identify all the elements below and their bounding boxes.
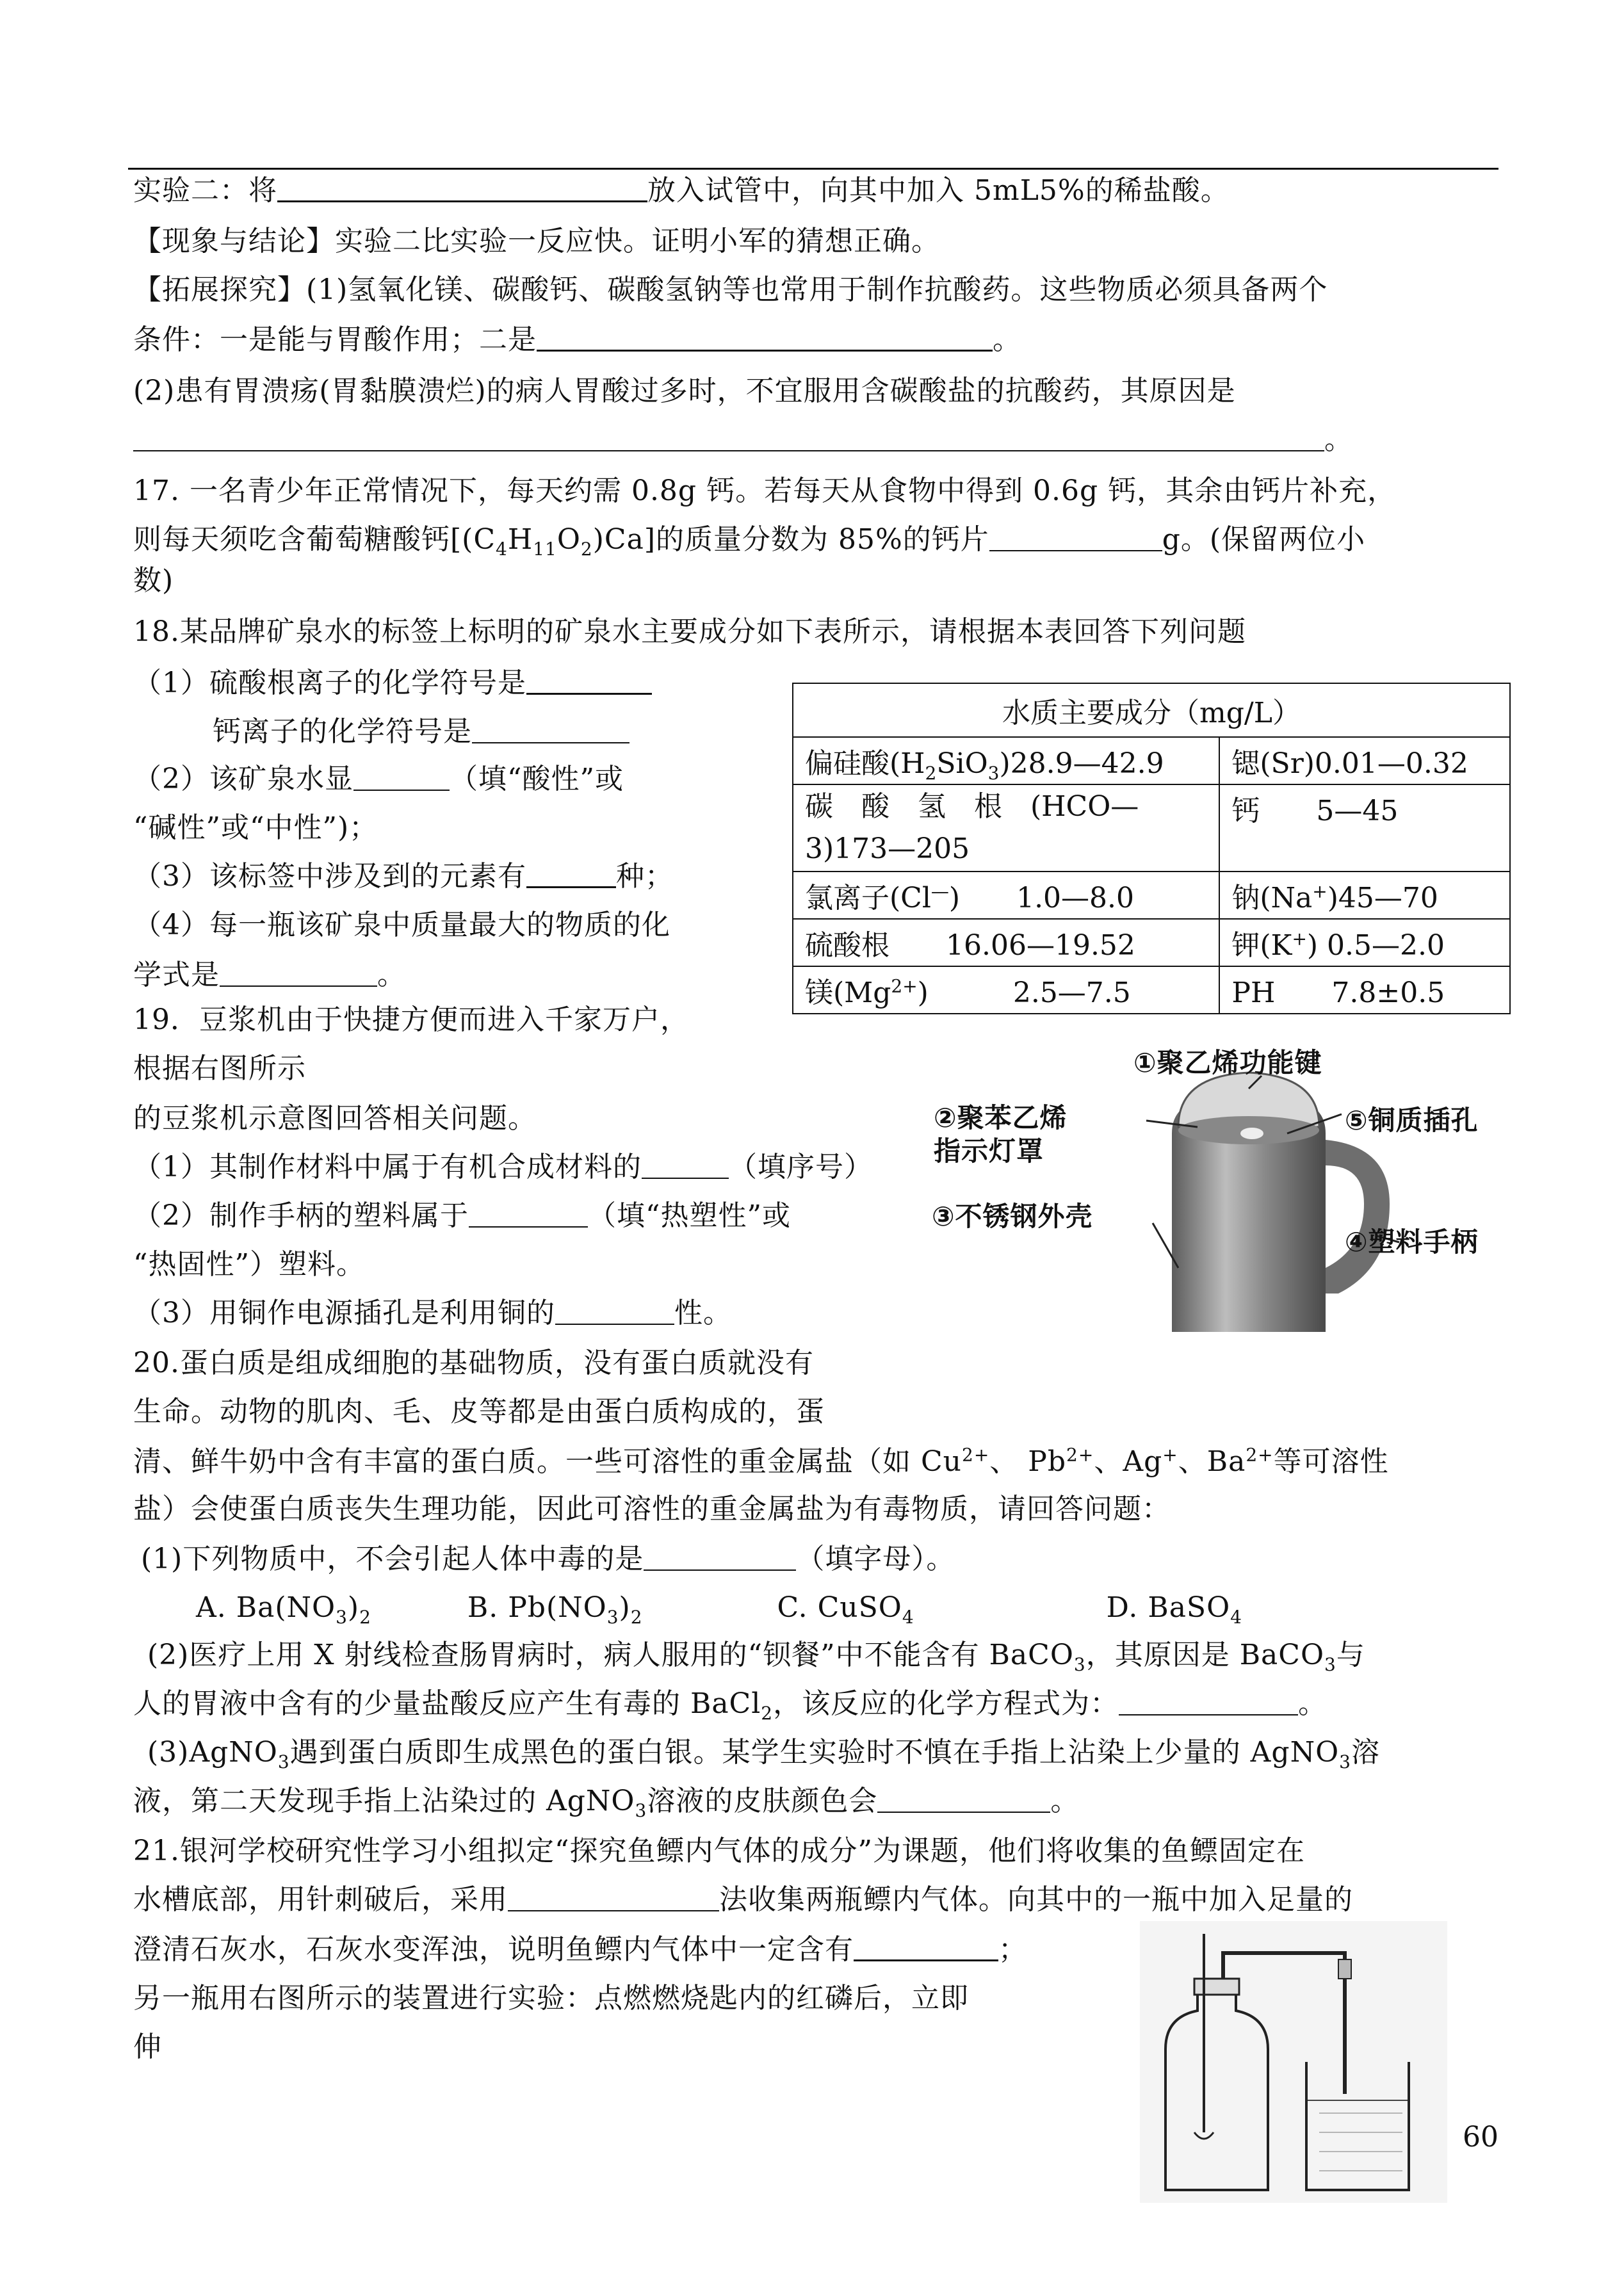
q20-s2-line1: (2)医疗上用 X 射线检查肠胃病时，病人服用的“钡餐”中不能含有 BaCO$_3$，其原因是 BaCO$_3$与 (147, 1639, 1365, 1675)
table-cell: 锶(Sr)0.01—0.32 (1219, 737, 1510, 784)
option-d[interactable]: D. BaSO$_4$ (1106, 1591, 1242, 1628)
table-cell: PH 7.8±0.5 (1219, 966, 1510, 1014)
q20-l4: 盐）会使蛋白质丧失生理功能，因此可溶性的重金属盐为有毒物质，请回答问题： (133, 1493, 1171, 1525)
q20-l1: 20.蛋白质是组成细胞的基础物质，没有蛋白质就没有 (133, 1347, 814, 1379)
answer-blank[interactable] (353, 761, 450, 791)
table-cell: 氯离子(Cl—) 1.0—8.0 (793, 872, 1219, 919)
label-indicator-cover: ②聚苯乙烯 指示灯罩 (934, 1102, 1068, 1167)
answer-blank[interactable] (877, 1783, 1050, 1813)
q21-l2: 水槽底部，用针刺破后，采用 法收集两瓶鳔内气体。向其中的一瓶中加入足量的 (133, 1883, 1353, 1916)
q19-p2c: “热固性”）塑料。 (133, 1248, 365, 1281)
table-cell: 镁$(Mg^{2+})$ 2.5—7.5 (793, 966, 1219, 1014)
q17-line2: 则每天须吃含葡萄糖酸钙$[(C_4H_{11}O_2)Ca]$的质量分数为 85%的钙片 g。(保留两位小 (133, 523, 1366, 560)
answer-blank[interactable] (277, 172, 647, 202)
answer-blank[interactable] (472, 714, 629, 743)
answer-blank[interactable] (989, 522, 1162, 551)
answer-blank[interactable] (1119, 1686, 1298, 1715)
table-header: 水质主要成分（mg/L） (793, 683, 1510, 737)
answer-blank[interactable] (133, 422, 1324, 451)
answer-blank[interactable] (644, 1541, 796, 1571)
q18-p4a: （4）每一瓶该矿泉中质量最大的物质的化 (133, 909, 670, 941)
q19-p2: （2）制作手柄的塑料属于 （填“热塑性”或 (133, 1199, 791, 1232)
q19-l3: 的豆浆机示意图回答相关问题。 (133, 1102, 537, 1135)
q18-p2: （2）该矿泉水显 （填“酸性”或 (133, 763, 624, 795)
q18-p4b: 学式是 。 (133, 959, 406, 991)
answer-blank[interactable] (526, 858, 616, 888)
answer-blank[interactable] (508, 1882, 719, 1911)
table-cell: 钾(K+) 0.5—2.0 (1219, 919, 1510, 966)
q19-l2: 根据右图所示 (133, 1052, 306, 1085)
extend2-line1: (2)患有胃溃疡(胃黏膜溃烂)的病人胃酸过多时，不宜服用含碳酸盐的抗酸药，其原因是 (133, 375, 1236, 407)
q17-line1: 17. 一名青少年正常情况下，每天约需 0.8g 钙。若每天从食物中得到 0.6g 钙，其余由钙片补充， (133, 474, 1397, 507)
conclusion-line: 【现象与结论】实验二比实验一反应快。证明小军的猜想正确。 (133, 225, 940, 257)
q19-p3: （3）用铜作电源插孔是利用铜的 性。 (133, 1297, 732, 1329)
option-b[interactable]: B. $Pb(NO_3)_2$ (467, 1591, 643, 1628)
answer-blank[interactable] (642, 1149, 729, 1179)
extend1-line2: 条件：一是能与胃酸作用；二是 。 (133, 321, 1021, 359)
answer-blank[interactable] (555, 1295, 674, 1325)
table-cell: 偏硅酸$(H_2SiO_3)28.9—42.9$ (793, 737, 1219, 784)
table-cell: 钠(Na+)45—70 (1219, 872, 1510, 919)
answer-blank[interactable] (854, 1931, 998, 1961)
label-plastic-handle: ④塑料手柄 (1345, 1226, 1479, 1258)
apparatus-figure (1140, 1921, 1447, 2203)
q18-p1b: 钙离子的化学符号是 (213, 713, 629, 751)
table-cell: 硫酸根 16.06—19.52 (793, 919, 1219, 966)
soymilk-machine-figure (929, 1037, 1505, 1345)
q18-p3: （3）该标签中涉及到的元素有 种； (133, 857, 674, 896)
answer-blank[interactable] (469, 1198, 588, 1228)
option-c[interactable]: C. CuSO$_4$ (777, 1591, 914, 1628)
q20-s1: (1)下列物质中，不会引起人体中毒的是 （填字母）。 (141, 1543, 955, 1575)
label-steel-shell: ③不锈钢外壳 (932, 1201, 1093, 1232)
answer-blank[interactable] (526, 665, 652, 695)
q20-s3-line1: (3)AgNO$_3$遇到蛋白质即生成黑色的蛋白银。某学生实验时不慎在手指上沾染上少量的 AgNO$_3$溶 (147, 1736, 1380, 1772)
q21-l1: 21.银河学校研究性学习小组拟定“探究鱼鳔内气体的成分”为课题，他们将收集的鱼鳔固定在 (133, 1835, 1305, 1867)
answer-blank[interactable] (220, 957, 377, 987)
q21-l4: 另一瓶用右图所示的装置进行实验：点燃燃烧匙内的红磷后，立即 (133, 1982, 969, 2015)
q20-l3: 清、鲜牛奶中含有丰富的蛋白质。一些可溶性的重金属盐（如 $Cu^{2+}$、 $Pb^{2+}$、Ag+、$Ba^{2+}$等可溶性 (133, 1444, 1389, 1478)
mineral-table (792, 683, 1511, 1014)
q19-p1: （1）其制作材料中属于有机合成材料的 （填序号） (133, 1151, 873, 1183)
q19-l1: 19．豆浆机由于快捷方便而进入千家万户， (133, 1003, 689, 1036)
q20-s2-line2: 人的胃液中含有的少量盐酸反应产生有毒的 BaCl$_2$，该反应的化学方程式为： 。 (133, 1687, 1328, 1724)
q20-l2: 生命。动物的肌肉、毛、皮等都是由蛋白质构成的，蛋 (133, 1395, 825, 1428)
soymilk-machine-illustration (929, 1037, 1505, 1345)
header-rule (128, 168, 1498, 170)
page-number: 60 (1463, 2121, 1498, 2153)
q20-s3-line2: 液，第二天发现手指上沾染过的 AgNO$_3$溶液的皮肤颜色会 。 (133, 1785, 1080, 1821)
table-cell: 钙 5—45 (1219, 784, 1510, 872)
q21-l5: 伸 (133, 2031, 162, 2063)
q18-p2c: “碱性”或“中性”)； (133, 811, 378, 844)
exp2-line: 实验二：将 放入试管中，向其中加入 5mL5%的稀盐酸。 (133, 172, 1230, 210)
option-a[interactable]: A. $Ba(NO_3)_2$ (196, 1591, 371, 1628)
extend1-line1: 【拓展探究】(1)氢氧化镁、碳酸钙、碳酸氢钠等也常用于制作抗酸药。这些物质必须具备两个 (133, 273, 1328, 306)
q18-p1a: （1）硫酸根离子的化学符号是 (133, 664, 652, 702)
q18-stem: 18.某品牌矿泉水的标签上标明的矿泉水主要成分如下表所示，请根据本表回答下列问题 (133, 615, 1246, 648)
bottle-beaker-apparatus (1140, 1921, 1447, 2203)
extend2-line2: 。 (133, 421, 1353, 459)
label-copper-socket: ⑤铜质插孔 (1345, 1105, 1479, 1136)
table-cell: 碳 酸 氢 根 (HCO— 3)173—205 (793, 784, 1219, 872)
answer-blank[interactable] (537, 321, 993, 352)
q20-options (196, 1589, 1242, 1627)
q21-l3: 澄清石灰水，石灰水变浑浊，说明鱼鳔内气体中一定含有 ； (133, 1931, 1027, 1969)
label-function-key: ①聚乙烯功能键 (1133, 1047, 1322, 1078)
q17-line3: 数) (133, 564, 174, 597)
